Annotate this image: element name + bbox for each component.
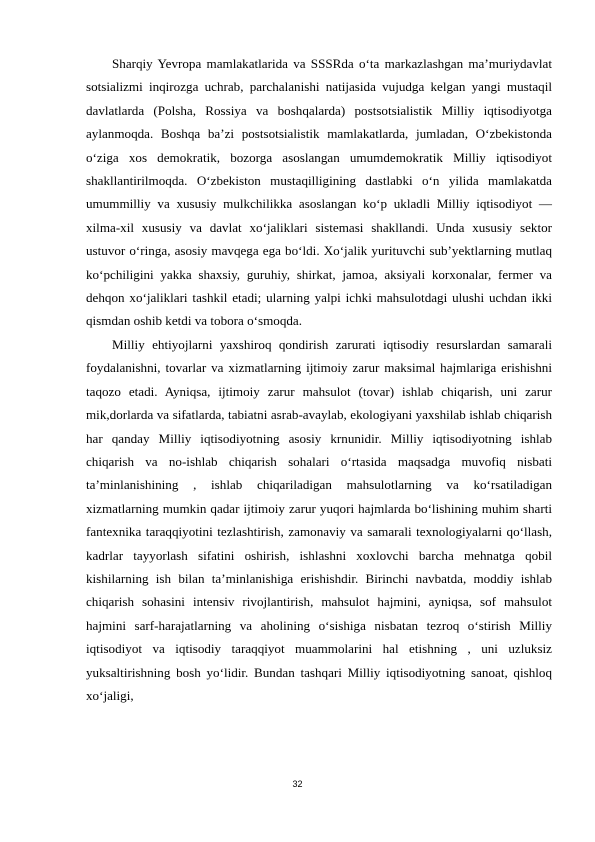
page-number: 32 bbox=[292, 779, 303, 789]
body-text bbox=[86, 52, 552, 707]
paragraph-2: Milliy ehtiyojlarni yaxshiroq qondirish zarurati iqtisodiy resurslardan samarali foydalanishni, tovarlar va xizmatlarning ijtimoiy zarur maksimal hajmlariga erishishni taqozo etadi. Ayniqsa, ijtimoiy zarur mahsulot (tovar) ishlab chiqarish, uni zarur mik,dorlarda va sifatlarda, tabiatni asrab-avaylab, ekologiyani yaxshilab ishlab chiqarish har qanday Milliy iqtisodiyotning asosiy krnunidir. Milliy iqtisodiyotning ishlab chiqarish va no-ishlab chiqarish sohalari oʻrtasida maqsadga muvofiq nisbati taʼminlanishining , ishlab chiqariladigan mahsulotlarning va koʻrsatiladigan xizmatlarning mumkin qadar ijtimoiy zarur yuqori hajmlarda boʻlishining muhim sharti fantexnika taraqqiyotini tezlashtirish, zamonaviy va samarali texnologiyalarni qoʻllash, kadrlar tayyorlash sifatini oshirish, ishlashni xoxlovchi barcha mehnatga qobil kishilarning ish bilan taʼminlanishiga erishishdir. Birinchi navbatda, moddiy ishlab chiqarish sohasini intensiv rivojlantirish, mahsulot hajmini, ayniqsa, sof mahsulot hajmini sarf-harajatlarning va aholining oʻsishiga nisbatan tezroq oʻstirish Milliy iqtisodiyot va iqtisodiy taraqqiyot muammolarini hal etishning , uni uzluksiz yuksaltirishning bosh yoʻlidir. Bundan tashqari Milliy iqtisodiyotning sanoat, qishloq xoʻjaligi, bbox=[86, 336, 552, 703]
paragraph-1: Sharqiy Yevropa mamlakatlarida va SSSRda oʻta markazlashgan maʼmuriydavlat sotsializmi inqirozga uchrab, parchalanishi natijasida vujudga kelgan yangi mustaqil davlatlarda (Polsha, Rossiya va boshqalarda) postsotsialistik Milliy iqtisodiyotga aylanmoqda. Boshqa baʼzi postsotsialistik mamlakatlarda, jumladan, Oʻzbekistonda oʻziga xos demokratik, bozorga asoslangan umumdemokratik Milliy iqtisodiyot shakllantirilmoqda. Oʻzbekiston mustaqilligining dastlabki oʻn yilida mamlakatda umummilliy va xususiy mulkchilikka asoslangan koʻp ukladli Milliy iqtisodiyot — xilma-xil xususiy va davlat xoʻjaliklari sistemasi shakllandi. Unda xususiy sektor ustuvor oʻringa, asosiy mavqega ega boʻldi. Xoʻjalik yurituvchi subʼyektlarning mutlaq koʻpchiligini yakka shaxsiy, guruhiy, shirkat, jamoa, aksiyali korxonalar, fermer va dehqon xoʻjaliklari tashkil etadi; ularning yalpi ichki mahsulotdagi ulushi uchdan ikki qismdan oshib ketdi va tobora oʻsmoqda. bbox=[86, 56, 552, 329]
